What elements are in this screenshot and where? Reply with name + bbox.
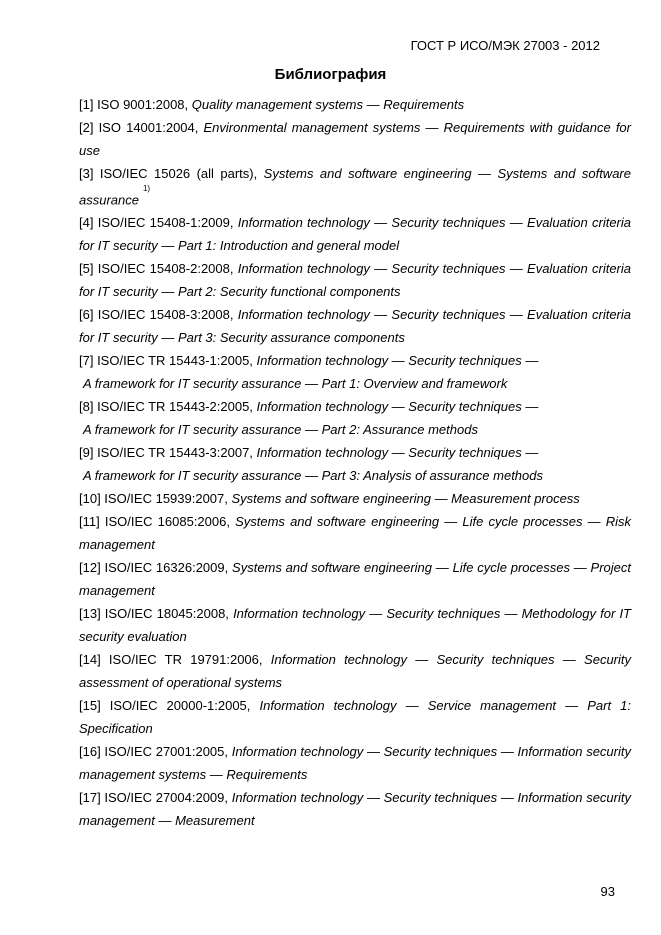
bibliography-entry-11 — [79, 510, 631, 556]
entry-reference: [11] ISO/IEC 16085:2006, — [79, 514, 230, 530]
entry-reference: [4] ISO/IEC 15408-1:2009, — [79, 215, 234, 231]
entry-title: Environmental management systems — Requirements with guidance for use — [79, 120, 631, 158]
entry-title: Information technology — Security techniques — Evaluation criteria for IT security — Part 1: Introduction and general model — [79, 215, 631, 254]
entry-reference: [8] ISO/IEC TR 15443-2:2005, — [79, 399, 253, 415]
entry-reference: [15] ISO/IEC 20000-1:2005, — [79, 698, 251, 714]
entry-reference: [12] ISO/IEC 16326:2009, — [79, 560, 229, 576]
entry-title: Systems and software engineering — Measurement process — [231, 491, 580, 507]
bibliography-entry-7 — [79, 349, 631, 395]
entry-reference: [3] ISO/IEC 15026 (all parts), — [79, 166, 258, 181]
entry-reference: [10] ISO/IEC 15939:2007, — [79, 491, 228, 507]
entry-title: Information technology — Security techniques — Evaluation criteria for IT security — Part 2: Security functional components — [79, 261, 631, 300]
entry-reference: [1] ISO 9001:2008, — [79, 97, 189, 112]
bibliography-entry-6 — [79, 303, 631, 349]
bibliography-entry-8 — [79, 395, 631, 441]
entry-title-continuation: A framework for IT security assurance — Part 3: Analysis of assurance methods — [83, 468, 543, 484]
entry-title: Systems and software engineering — Life cycle processes — Risk management — [79, 514, 631, 553]
bibliography-list — [79, 93, 631, 832]
entry-title: Quality management systems — Requirements — [191, 97, 465, 112]
bibliography-entry-12 — [79, 556, 631, 602]
bibliography-entry-5 — [79, 257, 631, 303]
bibliography-entry-15 — [79, 694, 631, 740]
entry-reference: [5] ISO/IEC 15408-2:2008, — [79, 261, 234, 277]
entry-title: Information technology — Security techniques — Evaluation criteria for IT security — Part 3: Security assurance components — [79, 307, 631, 346]
entry-title: Systems and software engineering — Systems and software assurance — [79, 166, 631, 208]
entry-reference: [7] ISO/IEC TR 15443-1:2005, — [79, 353, 253, 369]
bibliography-entry-10 — [79, 487, 631, 510]
entry-title: Information technology — Security techniques — — [256, 399, 539, 415]
bibliography-entry-3 — [79, 162, 631, 211]
entry-title: Information technology — Security techniques — Methodology for IT security evaluation — [79, 606, 631, 645]
bibliography-entry-9 — [79, 441, 631, 487]
bibliography-entry-1 — [79, 93, 631, 116]
entry-title: Information technology — Security techniques — Information security management — Measurement — [79, 790, 631, 829]
entry-title-continuation: A framework for IT security assurance — Part 2: Assurance methods — [83, 422, 478, 438]
entry-reference: [16] ISO/IEC 27001:2005, — [79, 744, 229, 760]
entry-title: Information technology — Security techniques — Information security management systems — Requirements — [79, 744, 631, 783]
entry-reference: [6] ISO/IEC 15408-3:2008, — [79, 307, 234, 323]
bibliography-entry-14 — [79, 648, 631, 694]
entry-reference: [2] ISO 14001:2004, — [79, 120, 199, 135]
entry-title-continuation: A framework for IT security assurance — Part 1: Overview and framework — [83, 376, 508, 392]
bibliography-entry-2 — [79, 116, 631, 162]
entry-reference: [17] ISO/IEC 27004:2009, — [79, 790, 229, 806]
entry-title: Information technology — Security techniques — Security assessment of operational systems — [79, 652, 631, 691]
bibliography-entry-16 — [79, 740, 631, 786]
entry-reference: [14] ISO/IEC TR 19791:2006, — [79, 652, 263, 668]
document-header: ГОСТ Р ИСО/МЭК 27003 - 2012 — [410, 38, 600, 53]
bibliography-entry-13 — [79, 602, 631, 648]
entry-title: Information technology — Security techniques — — [256, 445, 539, 461]
bibliography-entry-17 — [79, 786, 631, 832]
entry-reference: [9] ISO/IEC TR 15443-3:2007, — [79, 445, 253, 461]
page-number: 93 — [600, 884, 615, 899]
entry-title: Systems and software engineering — Life cycle processes — Project management — [79, 560, 631, 599]
footnote-marker: 1) — [142, 184, 151, 193]
entry-title: Information technology — Security techniques — — [256, 353, 539, 369]
entry-title: Information technology — Service management — Part 1: Specification — [79, 698, 632, 737]
page-title: Библиография — [274, 66, 387, 83]
bibliography-entry-4 — [79, 211, 631, 257]
entry-reference: [13] ISO/IEC 18045:2008, — [79, 606, 229, 622]
